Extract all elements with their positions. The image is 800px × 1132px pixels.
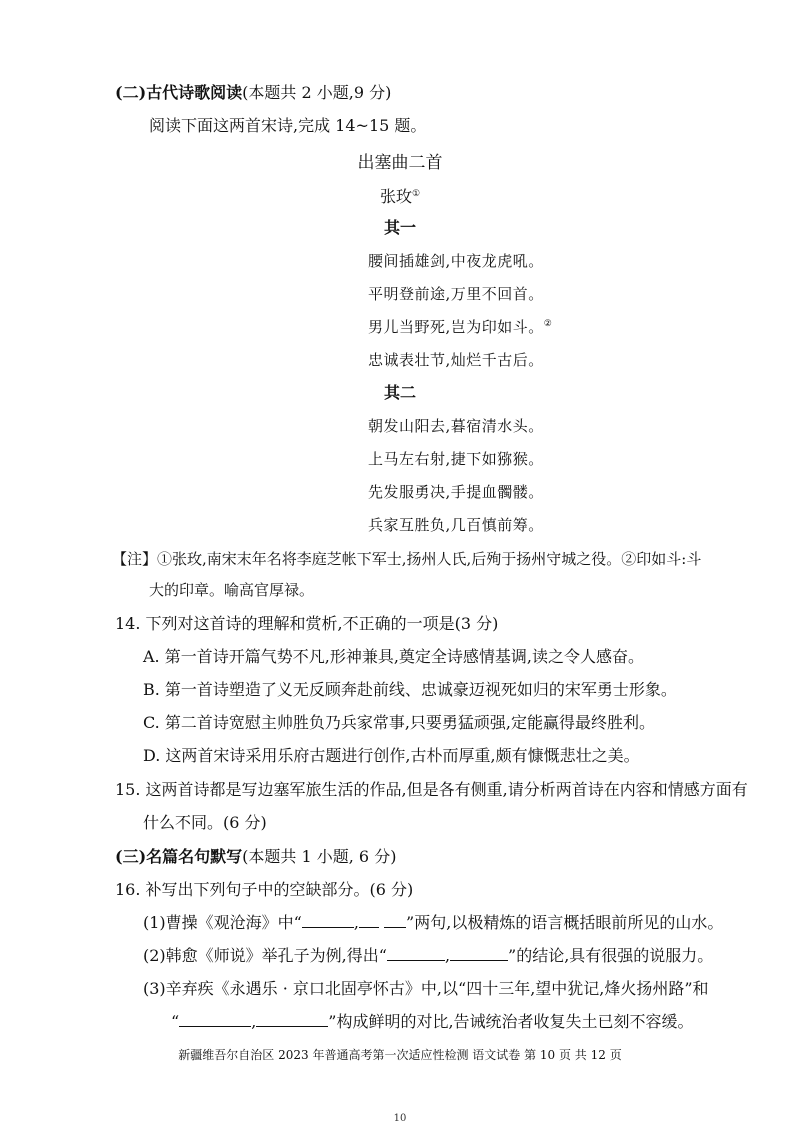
q16-item3-open-quote: “ — [171, 1012, 180, 1031]
q15-line-2: 什么不同。(6 分) — [143, 813, 267, 832]
section3-heading — [115, 846, 396, 868]
page-number: 10 — [393, 1113, 407, 1124]
poem-line: 兵家互胜负,几百慎前筹。 — [368, 516, 544, 534]
section2-instruction: 阅读下面这两首宋诗,完成 14~15 题。 — [149, 116, 427, 135]
poem-line: 朝发山阳去,暮宿清水头。 — [368, 417, 544, 435]
q14-option-b: B. 第一首诗塑造了义无反顾奔赴前线、忠诚豪迈视死如归的宋军勇士形象。 — [143, 680, 677, 699]
poem-part2-title: 其二 — [383, 383, 416, 402]
note-line-2: 大的印章。喻高官厚禄。 — [149, 581, 315, 599]
section3-heading-title: (三)名篇名句默写 — [115, 847, 243, 866]
answer-blank[interactable] — [359, 913, 379, 928]
q16-item2-sep: , — [444, 946, 451, 965]
section3-heading-score: (本题共 1 小题, 6 分) — [242, 847, 397, 866]
q16-item-3-line-2 — [171, 1011, 694, 1033]
q16-item1-text-b: ”两句,以极精炼的语言概括眼前所见的山水。 — [406, 913, 724, 932]
section2-heading-title: (二)古代诗歌阅读 — [115, 83, 243, 102]
poem-line: 平明登前途,万里不回首。 — [368, 285, 544, 303]
poem-line — [368, 316, 552, 338]
yin-note-mark: ② — [543, 319, 553, 329]
poem-line: 上马左右射,捷下如猕猴。 — [368, 450, 544, 468]
answer-blank[interactable] — [179, 1012, 251, 1027]
q16-item1-sep: , — [353, 913, 359, 932]
answer-blank[interactable] — [256, 1012, 328, 1027]
note-line-1: 【注】①张玫,南宋末年名将李庭芝帐下军士,扬州人氏,后殉于扬州守城之役。②印如斗:斗 — [112, 550, 702, 568]
answer-blank[interactable] — [384, 913, 406, 928]
q14-option-c: C. 第二首诗宽慰主帅胜负乃兵家常事,只要勇猛顽强,定能赢得最终胜利。 — [143, 713, 656, 732]
poem-line: 忠诚表壮节,灿烂千古后。 — [368, 351, 544, 369]
answer-blank[interactable] — [387, 946, 445, 961]
q16-item2-text-a: (2)韩愈《师说》举孔子为例,得出“ — [143, 946, 387, 965]
answer-blank[interactable] — [302, 913, 354, 928]
q16-stem: 16. 补写出下列句子中的空缺部分。(6 分) — [115, 880, 414, 899]
q15-line-1: 15. 这两首诗都是写边塞军旅生活的作品,但是各有侧重,请分析两首诗在内容和情感方面有 — [115, 780, 748, 799]
q16-item2-text-b: ”的结论,具有很强的说服力。 — [508, 946, 714, 965]
q14-option-d: D. 这两首宋诗采用乐府古题进行创作,古朴而厚重,颇有慷慨悲壮之美。 — [143, 746, 640, 765]
section2-heading — [115, 82, 391, 104]
poem-line: 先发服勇决,手提血髑髅。 — [368, 483, 544, 501]
section2-heading-score: (本题共 2 小题,9 分) — [242, 83, 392, 102]
q16-item-2 — [143, 945, 713, 967]
poem-line: 腰间插雄剑,中夜龙虎吼。 — [368, 252, 544, 270]
page-footer: 新疆维吾尔自治区 2023 年普通高考第一次适应性检测 语文试卷 第 10 页 共 12 页 — [178, 1048, 622, 1062]
q16-item-3-line-1: (3)辛弃疾《永遇乐 · 京口北固亭怀古》中,以“四十三年,望中犹记,烽火扬州路”和 — [143, 979, 709, 998]
author-note-mark: ① — [411, 189, 421, 199]
poem-author — [0, 186, 800, 208]
q16-item1-text-a: (1)曹操《观沧海》中“ — [143, 913, 302, 932]
poem-part1-title: 其一 — [383, 218, 416, 237]
q14-stem: 14. 下列对这首诗的理解和赏析,不正确的一项是(3 分) — [115, 614, 499, 633]
answer-blank[interactable] — [450, 946, 508, 961]
poem-author-name: 张玫 — [379, 187, 412, 206]
q16-item3-sep: , — [251, 1012, 257, 1031]
poem-title: 出塞曲二首 — [357, 153, 443, 173]
q16-item-1 — [143, 912, 723, 934]
poem-line-text: 男儿当野死,岂为印如斗。 — [368, 318, 544, 336]
q16-item3-text-b: ”构成鲜明的对比,告诫统治者收复失土已刻不容缓。 — [328, 1012, 694, 1031]
q14-option-a: A. 第一首诗开篇气势不凡,形神兼具,奠定全诗感情基调,读之令人感奋。 — [143, 647, 644, 666]
